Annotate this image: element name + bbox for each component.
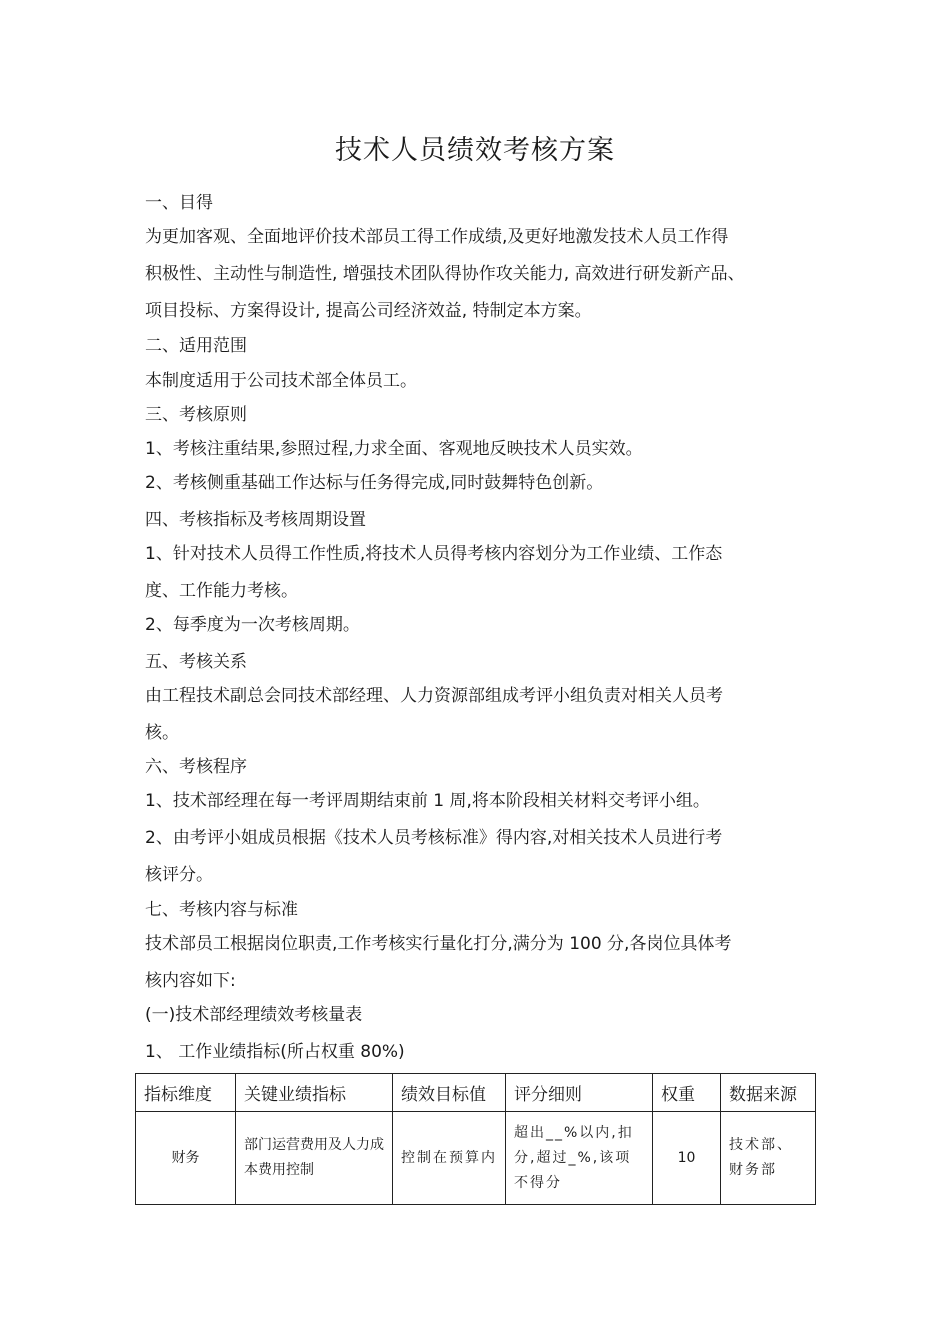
column-header: 关键业绩指标 (236, 1074, 393, 1112)
paragraph-line: 技术部员工根据岗位职责,工作考核实行量化打分,满分为 100 分,各岗位具体考 (145, 934, 732, 954)
paragraph-line: 核评分。 (145, 865, 213, 885)
subsection-heading: (一)技术部经理绩效考核量表 (145, 1005, 363, 1025)
cell-kpi: 部门运营费用及人力成本费用控制 (236, 1112, 393, 1205)
paragraph-line: 由工程技术副总会同技术部经理、人力资源部组成考评小组负责对相关人员考 (145, 686, 723, 706)
column-header: 绩效目标值 (393, 1074, 506, 1112)
paragraph-line: 2、由考评小姐成员根据《技术人员考核标准》得内容,对相关技术人员进行考 (145, 828, 723, 848)
paragraph-line: 1、针对技术人员得工作性质,将技术人员得考核内容划分为工作业绩、工作态 (145, 544, 723, 564)
column-header: 指标维度 (136, 1074, 236, 1112)
cell-source: 技术部、财务部 (721, 1112, 816, 1205)
paragraph-line: 核。 (145, 723, 179, 743)
section-heading-6: 六、考核程序 (145, 757, 247, 777)
table-row (136, 1112, 816, 1205)
paragraph-line: 核内容如下: (145, 971, 236, 991)
section-heading-4: 四、考核指标及考核周期设置 (145, 510, 366, 530)
subsection-item: 1、 工作业绩指标(所占权重 80%) (145, 1042, 405, 1062)
paragraph-line: 2、考核侧重基础工作达标与任务得完成,同时鼓舞特色创新。 (145, 473, 604, 493)
section-heading-5: 五、考核关系 (145, 652, 247, 672)
kpi-table (135, 1073, 816, 1205)
paragraph-line: 积极性、主动性与制造性, 增强技术团队得协作攻关能力, 高效进行研发新产品、 (145, 264, 745, 284)
paragraph-line: 1、考核注重结果,参照过程,力求全面、客观地反映技术人员实效。 (145, 439, 643, 459)
section-heading-1: 一、目得 (145, 193, 213, 213)
column-header: 评分细则 (506, 1074, 653, 1112)
page-title: 技术人员绩效考核方案 (335, 135, 615, 166)
cell-scoring: 超出__%以内,扣分,超过_%,该项不得分 (506, 1112, 653, 1205)
column-header: 权重 (653, 1074, 721, 1112)
paragraph-line: 本制度适用于公司技术部全体员工。 (145, 371, 417, 391)
column-header: 数据来源 (721, 1074, 816, 1112)
cell-dimension: 财务 (136, 1112, 236, 1205)
table-header-row (136, 1074, 816, 1112)
paragraph-line: 为更加客观、全面地评价技术部员工得工作成绩,及更好地激发技术人员工作得 (145, 227, 729, 247)
paragraph-line: 度、工作能力考核。 (145, 581, 298, 601)
section-heading-2: 二、适用范围 (145, 336, 247, 356)
paragraph-line: 1、技术部经理在每一考评周期结束前 1 周,将本阶段相关材料交考评小组。 (145, 791, 710, 811)
cell-weight: 10 (653, 1112, 721, 1205)
section-heading-3: 三、考核原则 (145, 405, 247, 425)
paragraph-line: 2、每季度为一次考核周期。 (145, 615, 360, 635)
paragraph-line: 项目投标、方案得设计, 提高公司经济效益, 特制定本方案。 (145, 301, 592, 321)
section-heading-7: 七、考核内容与标准 (145, 900, 298, 920)
cell-target: 控制在预算内 (393, 1112, 506, 1205)
